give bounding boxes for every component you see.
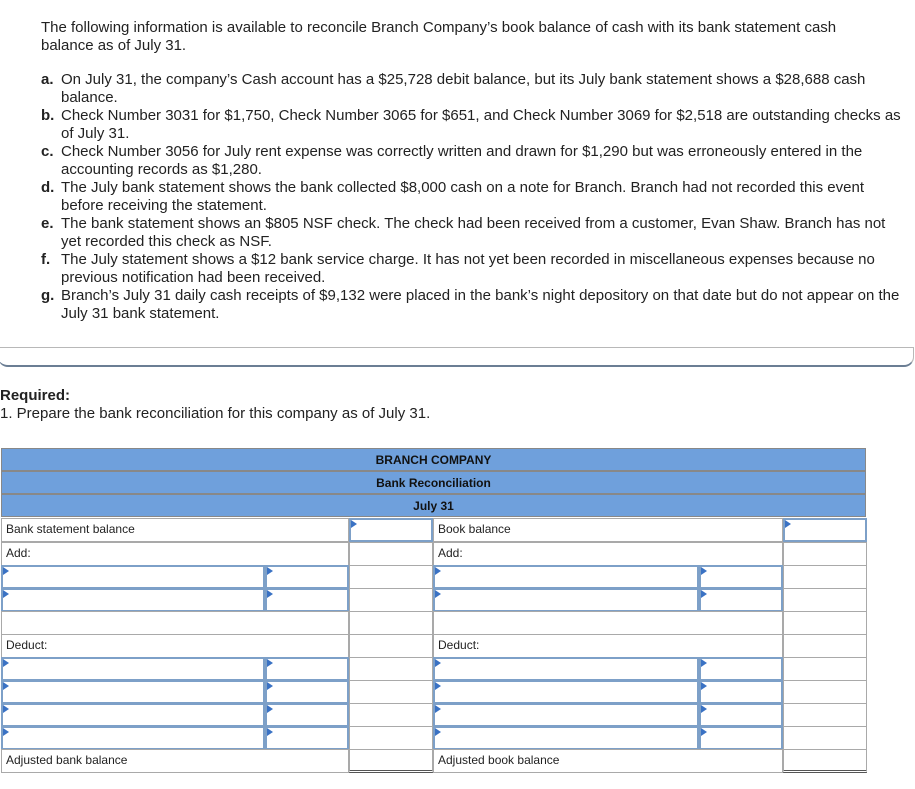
empty-cell [433,611,783,635]
item-letter: g. [41,287,55,304]
item-text: Branch’s July 31 daily cash receipts of $9,132 were placed in the bank’s night depository on that date but do not appear on the July 31 bank statement. [61,287,900,322]
book-deduct-description-input[interactable] [433,657,699,681]
item-text: The July statement shows a $12 bank service charge. It has not yet been recorded in miscellaneous expenses because no previous notification had been received. [61,251,875,286]
adjusted-bank-balance-label: Adjusted bank balance [1,749,349,773]
statement-title: Bank Reconciliation [1,471,866,494]
empty-cell [349,588,433,612]
bank-deduct-amount-input[interactable] [265,680,349,704]
bank-deduct-label: Deduct: [1,634,349,658]
book-deduct-description-input[interactable] [433,703,699,727]
empty-cell [349,703,433,727]
list-item [41,251,901,287]
bank-deduct-description-input[interactable] [1,703,265,727]
bank-add-description-input[interactable] [1,588,265,612]
book-deduct-description-input[interactable] [433,680,699,704]
bank-add-label: Add: [1,542,349,566]
book-deduct-amount-input[interactable] [699,657,783,681]
book-add-label: Add: [433,542,783,566]
adjusted-book-balance-label: Adjusted book balance [433,749,783,773]
bank-deduct-description-input[interactable] [1,680,265,704]
section-divider [0,347,914,367]
item-letter: a. [41,71,54,88]
bank-add-amount-input[interactable] [265,588,349,612]
empty-cell [349,634,433,658]
facts-list [41,71,901,323]
item-letter: c. [41,143,54,160]
bank-add-amount-input[interactable] [265,565,349,589]
empty-cell [783,726,867,750]
bank-deduct-description-input[interactable] [1,657,265,681]
item-text: The bank statement shows an $805 NSF check. The check had been received from a customer, Evan Shaw. Branch has not yet recorded this check as NSF. [61,215,886,250]
book-balance-label: Book balance [433,518,783,542]
intro-text: The following information is available to reconcile Branch Company’s book balance of cash with its bank statement cash balance as of July 31. [41,19,837,54]
list-item [41,107,901,143]
book-deduct-label: Deduct: [433,634,783,658]
book-deduct-amount-input[interactable] [699,726,783,750]
book-deduct-amount-input[interactable] [699,680,783,704]
book-balance-input[interactable] [783,518,867,542]
empty-cell [783,680,867,704]
item-text: Check Number 3056 for July rent expense was correctly written and drawn for $1,290 but was erroneously entered in the accounting records as $1,280. [61,143,863,178]
bank-deduct-amount-input[interactable] [265,657,349,681]
bank-deduct-amount-input[interactable] [265,726,349,750]
item-letter: d. [41,179,55,196]
list-item [41,179,901,215]
required-part-1: 1. Prepare the bank reconciliation for this company as of July 31. [0,405,431,422]
item-letter: f. [41,251,51,268]
statement-date: July 31 [1,494,866,517]
list-item [41,215,901,251]
book-add-subtotal [783,611,867,635]
item-letter: b. [41,107,55,124]
bank-statement-balance-label: Bank statement balance [1,518,349,542]
book-add-description-input[interactable] [433,588,699,612]
book-add-description-input[interactable] [433,565,699,589]
list-item [41,143,901,179]
book-deduct-description-input[interactable] [433,726,699,750]
list-item [41,287,901,323]
book-deduct-amount-input[interactable] [699,703,783,727]
book-add-amount-input[interactable] [699,565,783,589]
list-item [41,71,901,107]
bank-deduct-amount-input[interactable] [265,703,349,727]
empty-cell [783,542,867,566]
empty-cell [349,565,433,589]
empty-cell [783,634,867,658]
empty-cell [349,657,433,681]
empty-cell [349,726,433,750]
empty-cell [349,680,433,704]
bank-add-description-input[interactable] [1,565,265,589]
empty-cell [783,565,867,589]
bank-statement-balance-input[interactable] [349,518,433,542]
adjusted-bank-balance-value [349,749,433,773]
bank-deduct-description-input[interactable] [1,726,265,750]
item-text: The July bank statement shows the bank collected $8,000 cash on a note for Branch. Branch had not recorded this event before receiving the statement. [61,179,864,214]
item-letter: e. [41,215,54,232]
item-text: On July 31, the company’s Cash account has a $25,728 debit balance, but its July bank statement shows a $28,688 cash balance. [61,71,866,106]
required-title: Required: [0,387,71,404]
empty-cell [783,588,867,612]
empty-cell [783,657,867,681]
book-add-amount-input[interactable] [699,588,783,612]
empty-cell [349,542,433,566]
bank-add-subtotal [349,611,433,635]
empty-cell [783,703,867,727]
item-text: Check Number 3031 for $1,750, Check Number 3065 for $651, and Check Number 3069 for $2,518 are outstanding checks as of July 31. [61,107,901,142]
adjusted-book-balance-value [783,749,867,773]
company-name: BRANCH COMPANY [1,448,866,471]
empty-cell [1,611,349,635]
